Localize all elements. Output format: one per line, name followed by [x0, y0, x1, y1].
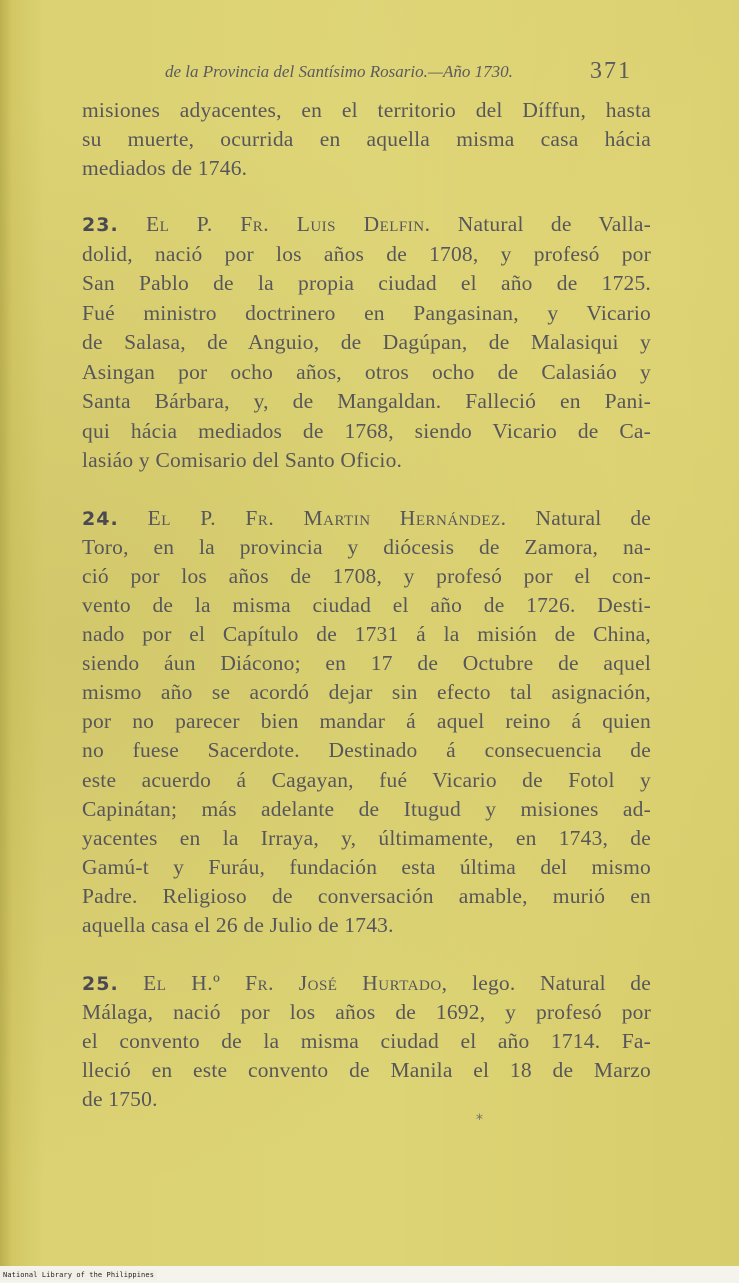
entry-23-number: 23.	[82, 214, 119, 236]
entry-23-first-line	[82, 210, 651, 239]
text-line: este acuerdo á Cagayan, fué Vicario de Fotol y	[82, 768, 651, 792]
text-line: Gamú-t y Furáu, fundación esta última del mismo	[82, 855, 651, 879]
text-line: mediados de 1746.	[82, 156, 248, 180]
text-line: nado por el Capítulo de 1731 á la misión de China,	[82, 622, 651, 646]
text-line: por no parecer bien mandar á aquel reino á quien	[82, 709, 651, 733]
text-line: aquella casa el 26 de Julio de 1743.	[82, 913, 394, 937]
text-line: siendo áun Diácono; en 17 de Octubre de aquel	[82, 651, 651, 675]
text-line: no fuese Sacerdote. Destinado á consecuencia de	[82, 738, 651, 762]
text-line: San Pablo de la propia ciudad el año de 1725.	[82, 271, 651, 295]
text-line: de 1750.	[82, 1087, 158, 1111]
text-line: Padre. Religioso de conversación amable, murió en	[82, 884, 651, 908]
text-line: su muerte, ocurrida en aquella misma casa hácia	[82, 127, 651, 151]
text-line: vento de la misma ciudad el año de 1726. Desti-	[82, 593, 651, 617]
text-line: de Salasa, de Anguio, de Dagúpan, de Malasiqui y	[82, 330, 651, 354]
text-line: ció por los años de 1708, y profesó por el con-	[82, 564, 651, 588]
text-line: qui hácia mediados de 1768, siendo Vicario de Ca-	[82, 419, 651, 443]
text-line: misiones adyacentes, en el territorio del Díffun, hasta	[82, 98, 651, 122]
entry-24-name: El P. Fr. Martin Hernández.	[147, 506, 507, 530]
ornament-asterisk: *	[476, 1112, 483, 1128]
text-line: Fué ministro doctrinero en Pangasinan, y Vicario	[82, 301, 651, 325]
entry-25-name: El H.º Fr. José Hurtado,	[143, 971, 448, 995]
text-line: Santa Bárbara, y, de Mangaldan. Falleció en Pani-	[82, 389, 651, 413]
running-header: de la Provincia del Santísimo Rosario.—Año 1730.	[165, 62, 513, 81]
text-line: Toro, en la provincia y diócesis de Zamora, na-	[82, 535, 651, 559]
text-line: yacentes en la Irraya, y, últimamente, en 1743, de	[82, 826, 651, 850]
library-footer: National Library of the Philippines	[0, 1270, 157, 1280]
text-line: el convento de la misma ciudad el año 1714. Fa-	[82, 1029, 651, 1053]
entry-23-lead-rest: Natural de Valla-	[457, 212, 651, 236]
page-edge-shadow	[0, 0, 12, 1266]
entry-23-name: El P. Fr. Luis Delfin.	[145, 212, 431, 236]
entry-24-first-line	[82, 504, 651, 533]
text-line: mismo año se acordó dejar sin efecto tal asignación,	[82, 680, 651, 704]
entry-25-lead-rest: lego. Natural de	[472, 971, 652, 995]
text-line: lleció en este convento de Manila el 18 de Marzo	[82, 1058, 651, 1082]
text-line: Asingan por ocho años, otros ocho de Calasiáo y	[82, 360, 651, 384]
page-number: 371	[590, 58, 632, 84]
entry-25-first-line	[82, 969, 651, 998]
text-line: Málaga, nació por los años de 1692, y profesó por	[82, 1000, 651, 1024]
text-line: lasiáo y Comisario del Santo Oficio.	[82, 448, 403, 472]
entry-24-number: 24.	[82, 508, 119, 530]
text-line: Capinátan; más adelante de Itugud y misiones ad-	[82, 797, 651, 821]
text-line: dolid, nació por los años de 1708, y profesó por	[82, 242, 651, 266]
entry-24-lead-rest: Natural de	[535, 506, 652, 530]
entry-25-number: 25.	[82, 973, 119, 995]
